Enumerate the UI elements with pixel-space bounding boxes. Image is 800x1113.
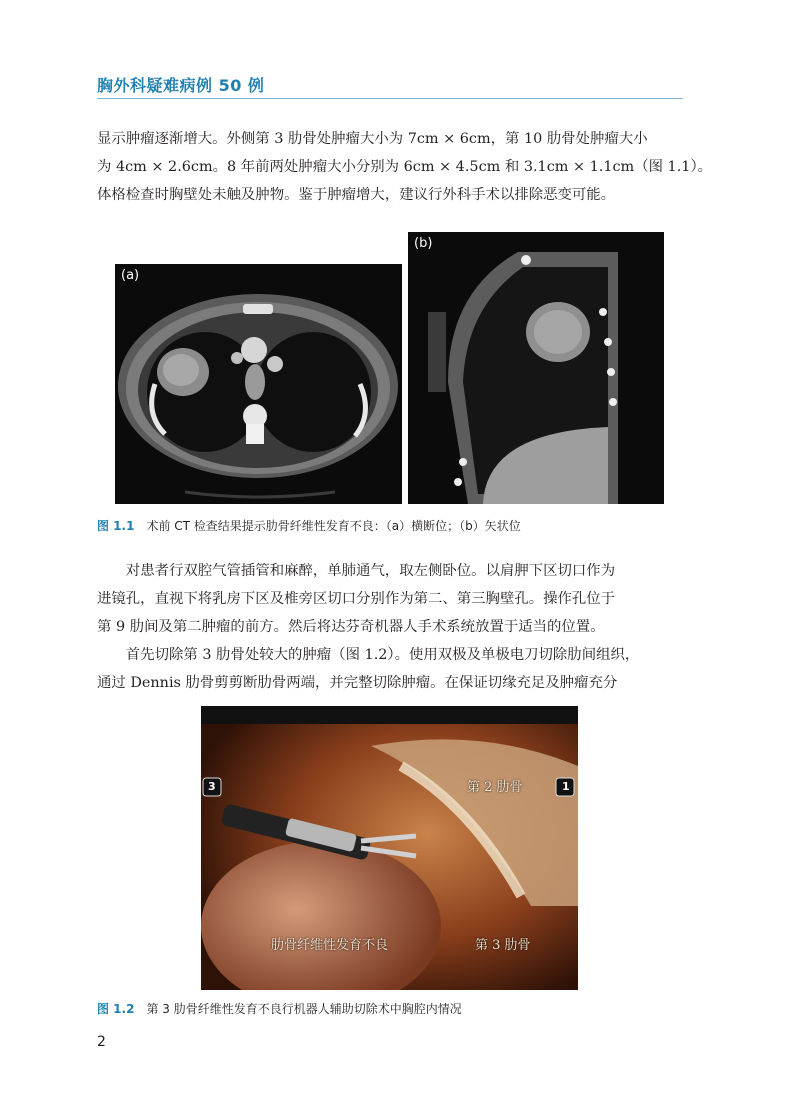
ct-sagittal-drawing	[408, 232, 664, 504]
paragraph-2	[97, 557, 687, 641]
figure-2-caption-text: 第 3 肋骨纤维性发育不良行机器人辅助切除术中胸腔内情况	[146, 1002, 462, 1016]
text-line: 显示肿瘤逐渐增大。外侧第 3 肋骨处肿瘤大小为 7cm × 6cm，第 10 肋骨处肿瘤大小	[97, 131, 648, 147]
panel-b-label: (b)	[414, 236, 433, 251]
panel-a-label: (a)	[121, 268, 140, 283]
text-line: 第 9 肋间及第二肿瘤的前方。然后将达芬奇机器人手术系统放置于适当的位置。	[97, 619, 605, 635]
figure-2-number: 图 1.2	[97, 1002, 135, 1016]
text-line: 体格检查时胸壁处未触及肿物。鉴于肿瘤增大，建议行外科手术以排除恶变可能。	[97, 187, 616, 203]
figure-1-number: 图 1.1	[97, 519, 135, 533]
header-rule	[97, 98, 683, 99]
paragraph-1	[97, 125, 713, 209]
text-line: 通过 Dennis 肋骨剪剪断肋骨两端，并完整切除肿瘤。在保证切缘充足及肿瘤充分	[97, 675, 618, 691]
overlay-right-number: 1	[562, 780, 570, 793]
overlay-left-number: 3	[208, 780, 216, 793]
text-line: 进镜孔，直视下将乳房下区及椎旁区切口分别作为第二、第三胸壁孔。操作孔位于	[97, 591, 616, 607]
figure-1-caption-text: 术前 CT 检查结果提示肋骨纤维性发育不良：（a）横断位；（b）矢状位	[146, 519, 521, 533]
ct-sagittal-image	[408, 232, 664, 504]
figure-1-caption	[97, 517, 521, 534]
label-rib2: 第 2 肋骨	[467, 780, 523, 795]
ct-axial-image	[115, 264, 402, 504]
text-line: 首先切除第 3 肋骨处较大的肿瘤（图 1.2）。使用双极及单极电刀切除肋间组织，	[125, 647, 640, 663]
label-rib3: 第 3 肋骨	[475, 938, 531, 953]
text-line: 为 4cm × 2.6cm。8 年前两处肿瘤大小分别为 6cm × 4.5cm 和 3.1cm × 1.1cm（图 1.1）。	[97, 159, 713, 175]
paragraph-3	[97, 641, 687, 697]
intraoperative-image	[201, 706, 578, 990]
label-tumor: 肋骨纤维性发育不良	[271, 938, 389, 953]
text-line: 对患者行双腔气管插管和麻醉，单肺通气，取左侧卧位。以肩胛下区切口作为	[125, 563, 616, 579]
figure-2-caption	[97, 1000, 462, 1017]
ct-axial-drawing	[115, 264, 402, 504]
running-head: 胸外科疑难病例 50 例	[97, 76, 265, 95]
page-number: 2	[97, 1034, 106, 1050]
